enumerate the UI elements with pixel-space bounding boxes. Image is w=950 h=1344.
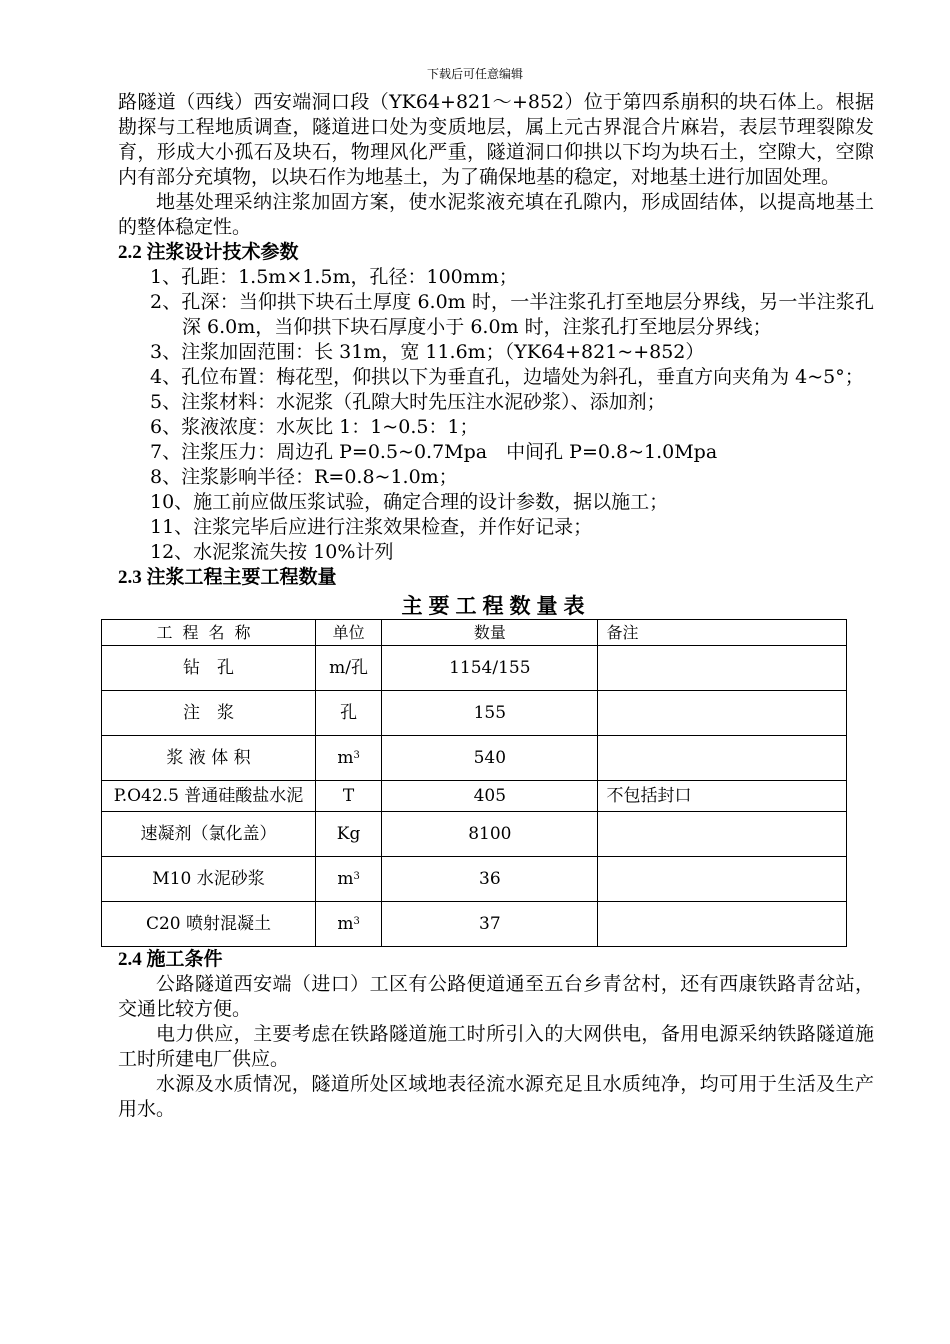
cell-quantity: 155 — [382, 691, 598, 736]
cell-quantity: 1154/155 — [382, 646, 598, 691]
intro-paragraph-2: 地基处理采纳注浆加固方案，使水泥浆液充填在孔隙内，形成固结体，以提高地基土的整体稳定性。 — [118, 191, 874, 238]
cell-note — [598, 812, 847, 857]
column-header-name: 工程名称 — [102, 620, 316, 646]
cell-unit: 孔 — [316, 691, 382, 736]
table-row — [102, 902, 847, 947]
parameter-list — [118, 265, 874, 565]
table-row — [102, 646, 847, 691]
cell-name: P.O42.5 普通硅酸盐水泥 — [102, 781, 316, 812]
document-body — [113, 90, 874, 1122]
column-header-note: 备注 — [598, 620, 847, 646]
cell-quantity: 36 — [382, 857, 598, 902]
quantity-table — [101, 619, 847, 947]
list-item: 4、孔位布置：梅花型，仰拱以下为垂直孔，边墙处为斜孔，垂直方向夹角为 4~5°； — [150, 366, 864, 388]
cell-note — [598, 857, 847, 902]
list-item: 5、注浆材料：水泥浆（孔隙大时先压注水泥砂浆）、添加剂； — [150, 391, 666, 413]
conditions-paragraph-2: 电力供应，主要考虑在铁路隧道施工时所引入的大网供电，备用电源采纳铁路隧道施工时所建电厂供应。 — [118, 1023, 874, 1070]
section-heading-2-3: 2.3 注浆工程主要工程数量 — [118, 567, 337, 588]
cell-name: 浆 液 体 积 — [102, 736, 316, 781]
header-note: 下载后可任意编辑 — [426, 67, 523, 81]
cell-unit: $m^3$ — [316, 857, 382, 902]
cell-name: 钻 孔 — [102, 646, 316, 691]
list-item: 7、注浆压力：周边孔 P=0.5~0.7Mpa 中间孔 P=0.8~1.0Mpa — [150, 441, 718, 463]
table-row — [102, 857, 847, 902]
section-heading-2-4: 2.4 施工条件 — [118, 949, 223, 970]
column-header-unit: 单位 — [316, 620, 382, 646]
conditions-paragraph-3: 水源及水质情况，隧道所处区域地表径流水源充足且水质纯净，均可用于生活及生产用水。 — [118, 1073, 874, 1120]
cell-unit: m/孔 — [316, 646, 382, 691]
list-item: 12、水泥浆流失按 10%计列 — [150, 541, 394, 563]
cell-note: 不包括封口 — [598, 781, 847, 812]
cell-note — [598, 902, 847, 947]
table-row — [102, 691, 847, 736]
list-item: 3、注浆加固范围：长 31m，宽 11.6m；（YK64+821~+852） — [150, 341, 705, 363]
list-item: 2、孔深：当仰拱下块石土厚度 6.0m 时，一半注浆孔打至地层分界线，另一半注浆孔深 6.0m，当仰拱下块石厚度小于 6.0m 时，注浆孔打至地层分界线； — [150, 291, 874, 338]
cell-note — [598, 691, 847, 736]
cell-quantity: 405 — [382, 781, 598, 812]
list-item: 10、施工前应做压浆试验，确定合理的设计参数，据以施工； — [150, 491, 669, 513]
cell-name: C20 喷射混凝土 — [102, 902, 316, 947]
cell-quantity: 540 — [382, 736, 598, 781]
cell-note — [598, 646, 847, 691]
cell-quantity: 8100 — [382, 812, 598, 857]
list-item: 1、孔距：1.5m×1.5m，孔径：100mm； — [150, 266, 518, 288]
cell-name: 速凝剂（氯化盖） — [102, 812, 316, 857]
cell-unit: $m^3$ — [316, 736, 382, 781]
list-item: 11、注浆完毕后应进行注浆效果检查，并作好记录； — [150, 516, 593, 538]
cell-note — [598, 736, 847, 781]
table-title: 主要工程数量表 — [401, 593, 591, 618]
cell-unit: $m^3$ — [316, 902, 382, 947]
list-item: 6、浆液浓度：水灰比 1：1~0.5：1； — [150, 416, 479, 438]
table-row — [102, 781, 847, 812]
cell-unit: T — [316, 781, 382, 812]
column-header-quantity: 数量 — [382, 620, 598, 646]
cell-unit: Kg — [316, 812, 382, 857]
cell-name: 注 浆 — [102, 691, 316, 736]
conditions-paragraph-1: 公路隧道西安端（进口）工区有公路便道通至五台乡青岔村，还有西康铁路青岔站，交通比较方便。 — [118, 973, 874, 1020]
table-row — [102, 736, 847, 781]
section-heading-2-2: 2.2 注浆设计技术参数 — [118, 242, 299, 263]
cell-name: M10 水泥砂浆 — [102, 857, 316, 902]
list-item: 8、注浆影响半径：R=0.8~1.0m； — [150, 466, 458, 488]
table-header-row — [102, 620, 847, 646]
cell-quantity: 37 — [382, 902, 598, 947]
intro-paragraph-1: 路隧道（西线）西安端洞口段（YK64+821～+852）位于第四系崩积的块石体上。根据勘探与工程地质调查，隧道进口处为变质地层，属上元古界混合片麻岩，表层节理裂隙发育，形成大小孤石及块石，物理风化严重，隧道洞口仰拱以下均为块石土，空隙大，空隙内有部分充填物，以块石作为地基土，为了确保地基的稳定，对地基土进行加固处理。 — [118, 91, 874, 188]
table-row — [102, 812, 847, 857]
